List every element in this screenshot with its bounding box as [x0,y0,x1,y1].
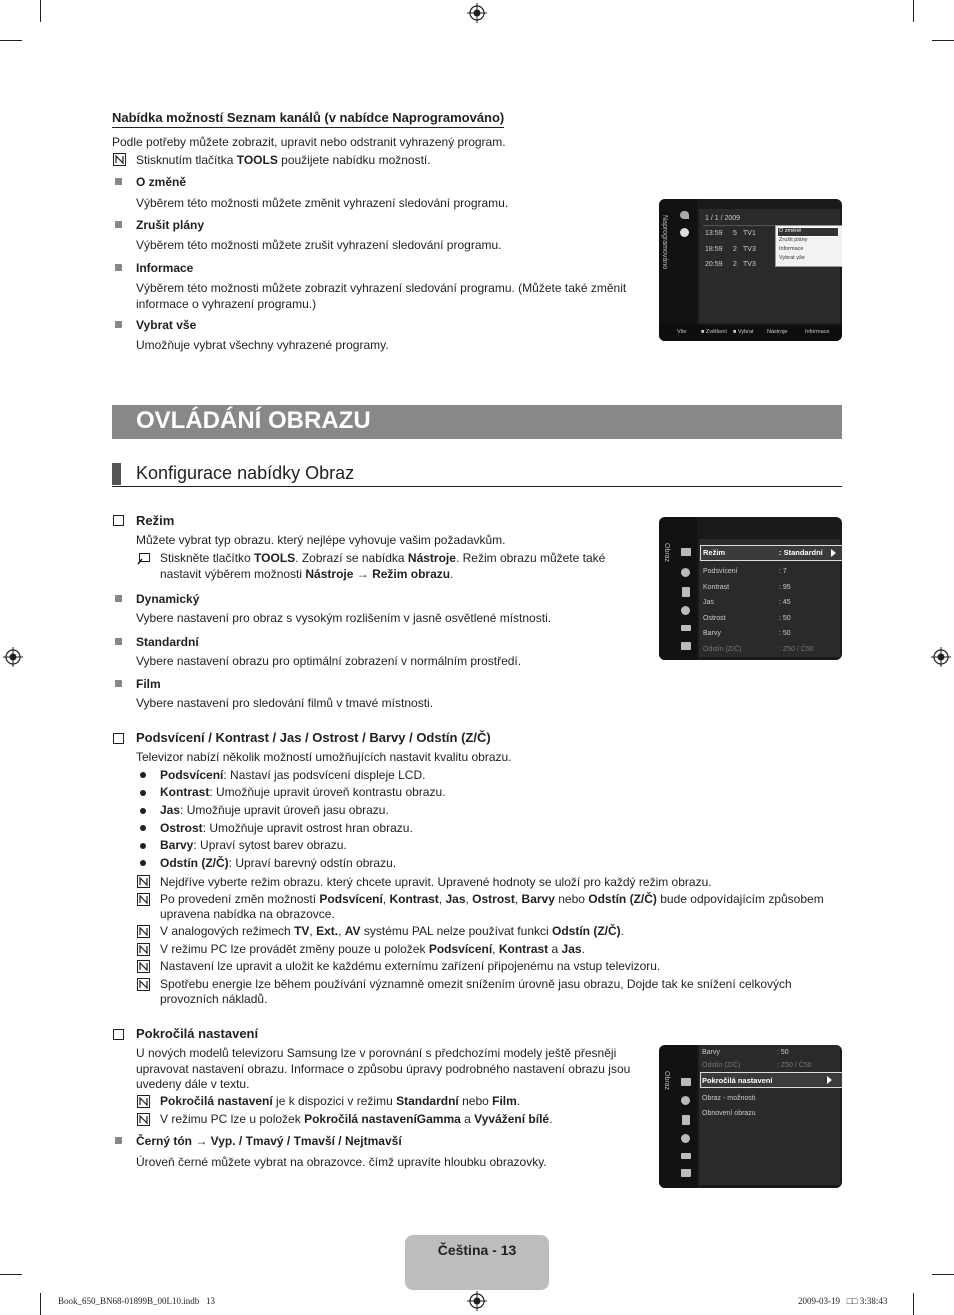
menu-label[interactable]: Pokročilá nastavení [702,1076,773,1085]
footer-zoom: ■ Zvětšení [701,329,727,335]
sound-icon [681,1096,690,1105]
crop-mark [913,1293,914,1315]
row-channel: TV3 [743,261,756,268]
registration-mark-icon [467,3,487,23]
subtitle-rule [112,486,842,487]
row-num: 2 [733,246,737,253]
subsection-heading: Podsvícení / Kontrast / Jas / Ostrost / Barvy / Odstín (Z/Č) [136,730,491,745]
popup-item[interactable]: Zrušit plány [779,237,808,243]
menu-value[interactable]: : Z50 / Č50 [779,646,814,653]
tv-screen-picture [659,517,842,660]
application-icon [681,642,691,650]
side-label: Naprogramováno [661,215,668,270]
subtitle: Konfigurace nabídky Obraz [136,463,355,483]
menu-label[interactable]: Obraz - možnosti [702,1095,756,1102]
round-bullet [140,808,146,814]
print-info-right: 2009-03-19 □□ 3:38:43 [798,1296,888,1306]
tv-sidebar [659,1045,697,1188]
application-icon [681,1169,691,1177]
square-bullet [115,638,122,645]
item-desc: Úroveň černé můžete vybrat na obrazovce. čímž upravíte hloubku obrazovky. [136,1155,547,1169]
tools-note: nastavit výběrem možnosti Nástroje → Režim obrazu. [160,567,454,581]
note-icon [137,960,150,973]
tools-note: Stiskněte tlačítko TOOLS. Zobrazí se nabídka Nástroje. Režim obrazu můžete také [160,551,606,565]
menu-value[interactable]: : Z50 / Č50 [777,1062,812,1069]
note-text: upravena nabídka na obrazovce. [160,907,335,921]
round-bullet [140,772,146,778]
section-heading: Nabídka možností Seznam kanálů (v nabídce Naprogramováno) [112,109,504,128]
menu-label[interactable]: Odstín (Z/Č) [702,1062,741,1069]
square-bullet [115,221,122,228]
menu-label[interactable]: Režim [703,548,726,557]
clock-icon [680,228,689,237]
pokrocila-text: U nových modelů televizoru Samsung lze v porovnání s předchozími modely ještě přesněji [136,1046,617,1060]
note-icon [137,978,150,991]
round-bullet [140,825,146,831]
note-icon [137,875,150,888]
note-text: provozních nákladů. [160,992,268,1006]
bullet-text: Podsvícení: Nastaví jas podsvícení displeje LCD. [160,768,426,782]
note-text: Po provedení změn možností Podsvícení, Kontrast, Jas, Ostrost, Barvy nebo Odstín (Z/Č) bude odpovídajícím způsobem [160,892,824,906]
row-time: 20:59 [705,261,723,268]
popup-item[interactable]: Vybrat vše [779,255,805,261]
note-icon [137,925,150,938]
row-time: 18:59 [705,246,723,253]
footer-info: Informace [805,329,830,335]
square-bullet [115,321,122,328]
round-bullet [140,790,146,796]
menu-label[interactable]: Kontrast [703,584,730,591]
picture-icon [681,1078,691,1086]
crop-mark [0,1274,22,1275]
item-desc: Umožňuje vybrat všechny vyhrazené programy. [136,338,389,352]
podsviceni-intro: Televizor nabízí několik možností umožňujících nastavit kvalitu obrazu. [136,750,512,764]
arrow-right-icon [827,1076,832,1084]
menu-value[interactable]: : 7 [779,568,787,575]
checkbox-icon [113,1029,124,1040]
row-channel: TV1 [743,230,756,237]
side-label: Obraz [663,1071,670,1091]
row-num: 2 [733,261,737,268]
square-bullet [115,264,122,271]
item-title: Zrušit plány [136,218,205,232]
popup-item[interactable]: O změně [779,228,802,234]
note-icon [113,153,126,166]
registration-mark-icon [467,1291,487,1311]
note-text: Pokročilá nastavení je k dispozici v režimu Standardní nebo Film. [160,1094,521,1108]
note-text: V režimu PC lze u položek Pokročilá nastaveníGamma a Vyvážení bílé. [160,1112,553,1126]
menu-label[interactable]: Barvy [702,1049,720,1056]
menu-label[interactable]: Jas [703,599,714,606]
menu-label[interactable]: Odstín (Z/Č) [703,646,742,653]
subsection-heading: Režim [136,513,175,528]
setup-icon [681,1134,690,1143]
item-title: Informace [136,261,194,275]
round-bullet [140,843,146,849]
channel-icon [682,1115,690,1125]
channel-icon [682,587,690,597]
registration-mark-icon [3,647,23,667]
checkbox-icon [113,515,124,526]
bullet-text: Ostrost: Umožňuje upravit ostrost hran obrazu. [160,821,413,835]
setup-icon [681,606,690,615]
menu-label[interactable]: Barvy [703,630,721,637]
note-icon [137,1095,150,1108]
note-text: Nejdříve vyberte režim obrazu. který chcete upravit. Upravené hodnoty se uloží pro každý režim obrazu. [160,875,712,889]
subsection-heading: Pokročilá nastavení [136,1026,259,1041]
menu-value[interactable]: : Standardní [779,548,823,557]
popup-item[interactable]: Informace [779,246,804,252]
note-text: V analogových režimech TV, Ext., AV systému PAL nelze používat funkci Odstín (Z/Č). [160,924,624,938]
menu-value[interactable]: : 50 [779,615,791,622]
menu-label[interactable]: Ostrost [703,615,726,622]
item-title: Dynamický [136,592,200,606]
bullet-text: Jas: Umožňuje upravit úroveň jasu obrazu. [160,803,389,817]
note-text: V režimu PC lze provádět změny pouze u položek Podsvícení, Kontrast a Jas. [160,942,585,956]
item-title: Černý tón → Vyp. / Tmavý / Tmavší / Nejtmavší [136,1134,402,1148]
square-bullet [115,680,122,687]
note-icon [137,893,150,906]
item-desc: Vybere nastavení obrazu pro optimální zobrazení v normálním prostředí. [136,654,522,668]
section-intro: Podle potřeby můžete zobrazit, upravit nebo odstranit vyhrazený program. [112,135,506,149]
note-icon [137,1113,150,1126]
menu-value[interactable]: : 95 [779,584,791,591]
row-channel: TV3 [743,246,756,253]
crop-mark [913,0,914,22]
menu-label[interactable]: Obnovení obrazu [702,1110,756,1117]
item-desc: Výběrem této možnosti můžete změnit vyhrazení sledování programu. [136,196,509,210]
menu-value[interactable]: : 45 [779,599,791,606]
square-bullet [115,178,122,185]
print-info-left: Book_650_BN68-01899B_00L10.indb 13 [58,1296,216,1306]
square-bullet [115,595,122,602]
note-text: Spotřebu energie lze během používání významně omezit snížením úrovně jasu obrazu, Dojde tak ke snížení celkových [160,977,792,991]
footer-select: ■ Vybrat [733,329,754,335]
pokrocila-text: uvedeny dále v textu. [136,1077,250,1091]
menu-value[interactable]: : 50 [777,1049,789,1056]
footer-all: Vše [677,329,687,335]
note-icon [137,943,150,956]
tools-note-icon [137,552,150,565]
menu-value[interactable]: : 50 [779,630,791,637]
side-label: Obraz [663,543,670,563]
crop-mark [40,1293,41,1315]
date-label: 1 / 1 / 2009 [705,215,741,222]
page-number: Čeština - 13 [437,1242,517,1258]
crop-mark [932,1274,954,1275]
bullet-text: Barvy: Upraví sytost barev obrazu. [160,838,347,852]
row-num: 5 [733,230,737,237]
rezim-desc: Můžete vybrat typ obrazu. který nejlépe vyhovuje vašim požadavkům. [136,533,506,547]
subtitle-marker [112,463,121,485]
sound-icon [681,568,690,577]
item-desc: Vybere nastavení pro sledování filmů v tmavé místnosti. [136,696,434,710]
crop-mark [0,40,22,41]
item-title: Film [136,677,161,691]
tv-screen-scheduled [659,199,842,341]
item-desc: Výběrem této možnosti můžete zrušit vyhrazení sledování programu. [136,238,502,252]
checkbox-icon [113,733,124,744]
note-text: Stisknutím tlačítka TOOLS použijete nabídku možností. [136,153,431,167]
note-text: Nastavení lze upravit a uložit ke každému externímu zařízení připojenému na vstup televizoru. [160,959,661,973]
input-icon [681,625,691,631]
item-desc: Vybere nastavení pro obraz s vysokým rozlišením v jasně osvětlené místnosti. [136,611,552,625]
crop-mark [40,0,41,22]
row-time: 13:59 [705,230,723,237]
item-title: Standardní [136,635,199,649]
item-title: Vybrat vše [136,318,197,332]
heart-icon [680,211,689,219]
arrow-right-icon [831,549,836,557]
chapter-title: OVLÁDÁNÍ OBRAZU [136,407,371,434]
item-title: O změně [136,175,187,189]
pokrocila-text: upravovat nastavení obrazu. Informace o způsobu úpravy podrobného nastavení obrazu jsou [136,1062,631,1076]
round-bullet [140,860,146,866]
registration-mark-icon [931,647,951,667]
item-desc: informace o vyhrazení programu.) [136,297,317,311]
menu-label[interactable]: Podsvícení [703,568,738,575]
square-bullet [115,1137,122,1144]
item-desc: Výběrem této možnosti můžete zobrazit vyhrazení sledování programu. (Můžete také změnit [136,281,627,295]
bullet-text: Odstín (Z/Č): Upraví barevný odstín obrazu. [160,856,397,870]
footer-tools: Nástroje [767,329,788,335]
bullet-text: Kontrast: Umožňuje upravit úroveň kontrastu obrazu. [160,785,446,799]
crop-mark [932,40,954,41]
picture-icon [681,548,691,556]
tv-screen-advanced [659,1045,842,1188]
tv-sidebar [659,517,697,660]
input-icon [681,1153,691,1159]
